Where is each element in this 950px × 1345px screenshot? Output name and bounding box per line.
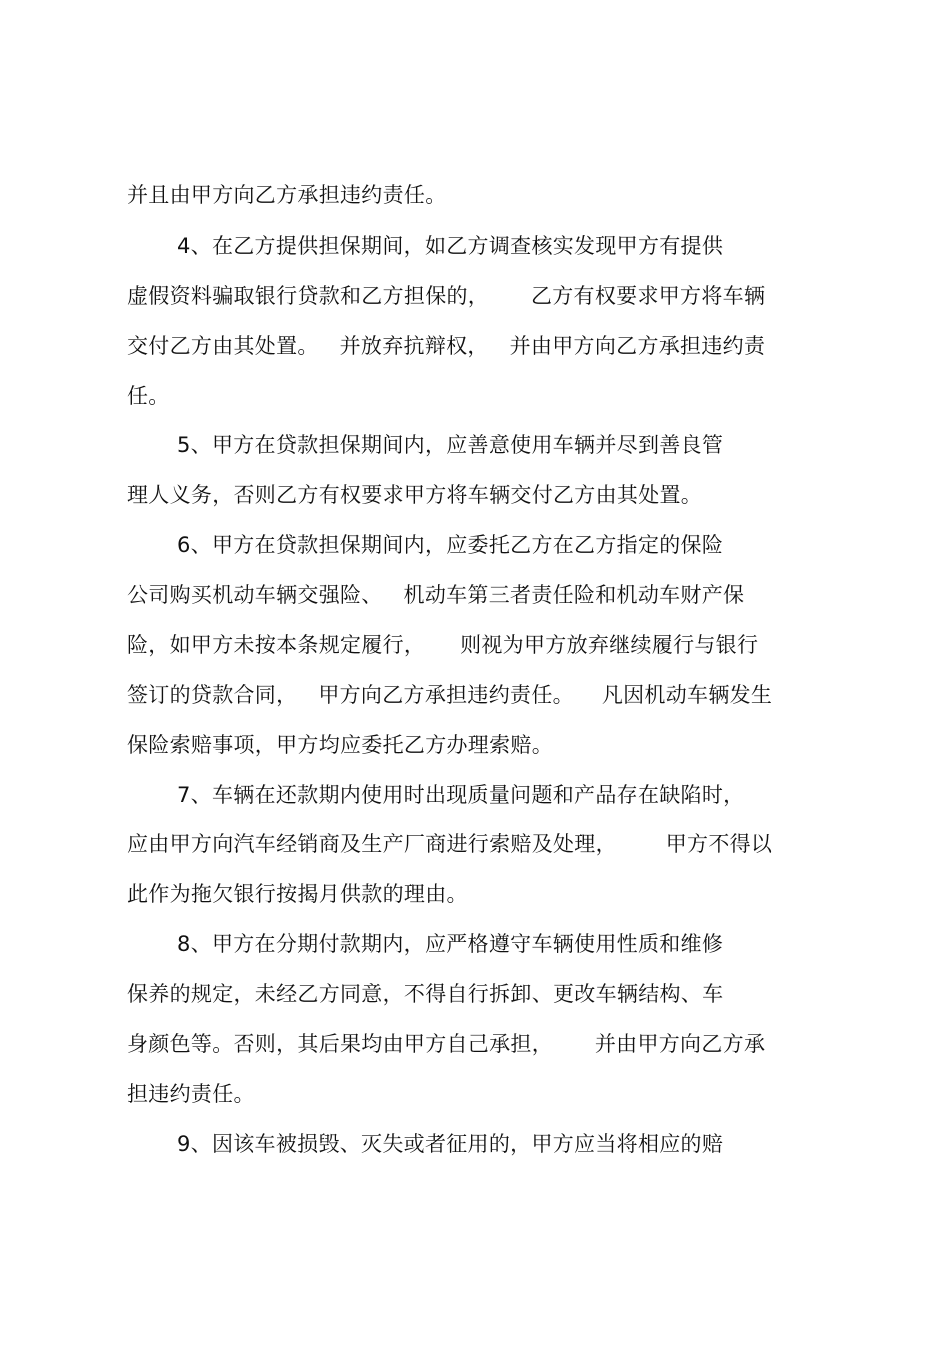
text-line: 担违约责任。 (127, 1082, 255, 1106)
clause-7-line: 7、车辆在还款期内使用时出现质量问题和产品存在缺陷时， (177, 783, 745, 807)
text-line: 理人义务，否则乙方有权要求甲方将车辆交付乙方由其处置。 (127, 483, 703, 507)
text-line: 并且由甲方向乙方承担违约责任。 (127, 183, 447, 207)
text-line: 此作为拖欠银行按揭月供款的理由。 (127, 882, 468, 906)
text-line: 险，如甲方未按本条规定履行， 则视为甲方放弃继续履行与银行 (127, 633, 759, 657)
text-line: 身颜色等。否则，其后果均由甲方自己承担， 并由甲方向乙方承 (127, 1032, 766, 1056)
text-line: 虚假资料骗取银行贷款和乙方担保的， 乙方有权要求甲方将车辆 (127, 284, 766, 308)
text-line: 保险索赔事项，甲方均应委托乙方办理索赔。 (127, 733, 553, 757)
text-line: 应由甲方向汽车经销商及生产厂商进行索赔及处理， 甲方不得以 (127, 832, 773, 856)
text-line: 公司购买机动车辆交强险、 机动车第三者责任险和机动车财产保 (127, 583, 745, 607)
clause-9-line: 9、因该车被损毁、灭失或者征用的，甲方应当将相应的赔 (177, 1132, 724, 1156)
text-line: 保养的规定，未经乙方同意，不得自行拆卸、更改车辆结构、车 (127, 982, 724, 1006)
text-line: 交付乙方由其处置。 并放弃抗辩权， 并由甲方向乙方承担违约责 (127, 334, 766, 358)
clause-6-line: 6、甲方在贷款担保期间内，应委托乙方在乙方指定的保险 (177, 533, 724, 557)
text-line: 任。 (127, 384, 170, 408)
clause-8-line: 8、甲方在分期付款期内，应严格遵守车辆使用性质和维修 (177, 932, 724, 956)
text-line: 签订的贷款合同， 甲方向乙方承担违约责任。 凡因机动车辆发生 (127, 683, 773, 707)
clause-4-line: 4、在乙方提供担保期间，如乙方调查核实发现甲方有提供 (177, 234, 724, 258)
clause-5-line: 5、甲方在贷款担保期间内，应善意使用车辆并尽到善良管 (177, 433, 724, 457)
